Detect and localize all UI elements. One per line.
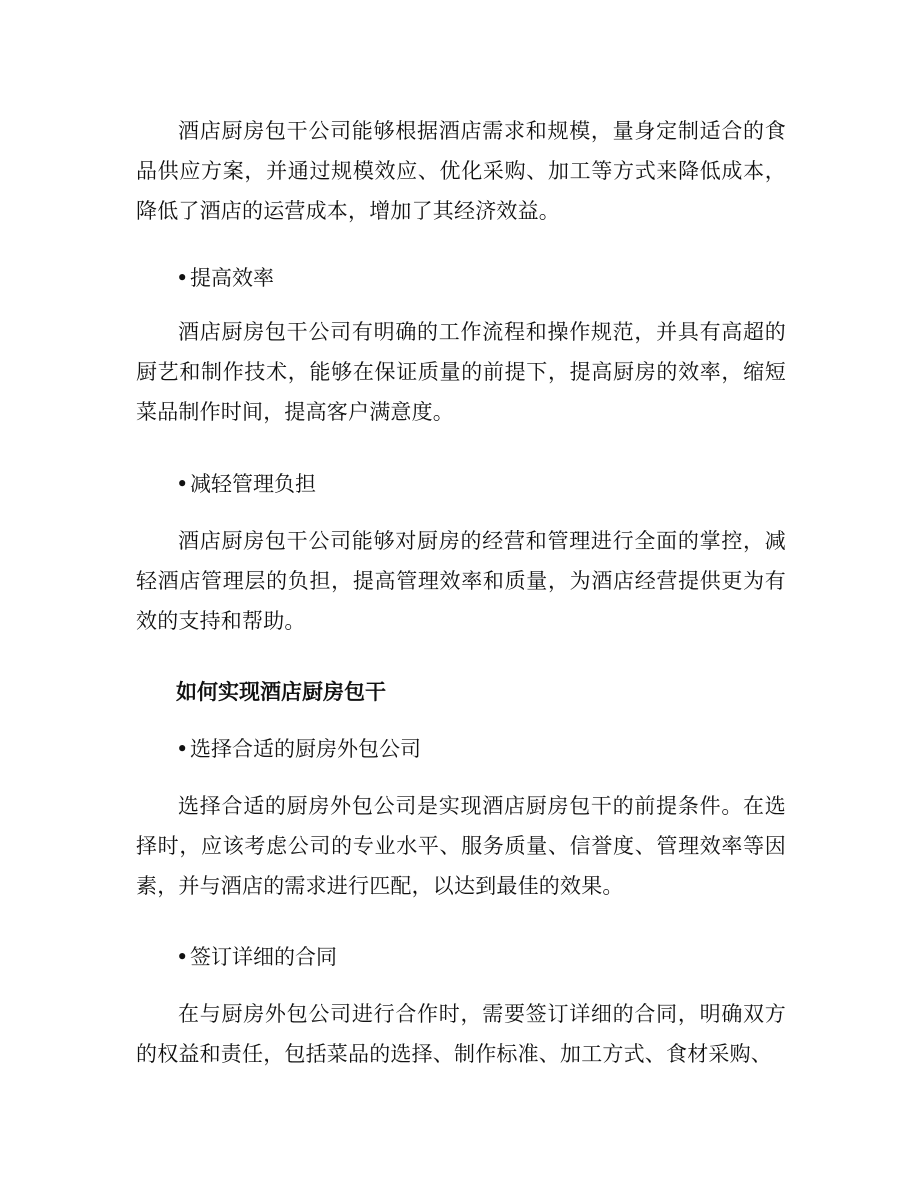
bullet-dot: • xyxy=(176,266,189,290)
paragraph-management-burden: 酒店厨房包干公司能够对厨房的经营和管理进行全面的掌控，减轻酒店管理层的负担，提高管理效率和质量，为酒店经营提供更为有效的支持和帮助。 xyxy=(136,529,786,633)
paragraph-sign-contract: 在与厨房外包公司进行合作时，需要签订详细的合同，明确双方的权益和责任，包括菜品的选择、制作标准、加工方式、食材采购、 xyxy=(136,1002,786,1066)
bullet-dot: • xyxy=(176,737,189,761)
section-heading: 如何实现酒店厨房包干 xyxy=(176,680,386,704)
bullet-management-burden xyxy=(176,464,316,504)
paragraph-cost-reduction: 酒店厨房包干公司能够根据酒店需求和规模，量身定制适合的食品供应方案，并通过规模效应、优化采购、加工等方式来降低成本，降低了酒店的运营成本，增加了其经济效益。 xyxy=(136,119,786,223)
bullet-dot: • xyxy=(176,472,189,496)
paragraph-choose-company: 选择合适的厨房外包公司是实现酒店厨房包干的前提条件。在选择时，应该考虑公司的专业水平、服务质量、信誉度、管理效率等因素，并与酒店的需求进行匹配，以达到最佳的效果。 xyxy=(136,794,786,898)
bullet-choose-company xyxy=(176,729,421,769)
paragraph-efficiency: 酒店厨房包干公司有明确的工作流程和操作规范，并具有高超的厨艺和制作技术，能够在保证质量的前提下，提高厨房的效率，缩短菜品制作时间，提高客户满意度。 xyxy=(136,320,786,424)
bullet-efficiency xyxy=(176,258,274,298)
bullet-label: 签订详细的合同 xyxy=(190,945,337,969)
bullet-dot: • xyxy=(176,945,189,969)
bullet-label: 提高效率 xyxy=(190,266,274,290)
bullet-label: 选择合适的厨房外包公司 xyxy=(190,737,421,761)
bullet-label: 减轻管理负担 xyxy=(190,472,316,496)
bullet-sign-contract xyxy=(176,937,337,977)
